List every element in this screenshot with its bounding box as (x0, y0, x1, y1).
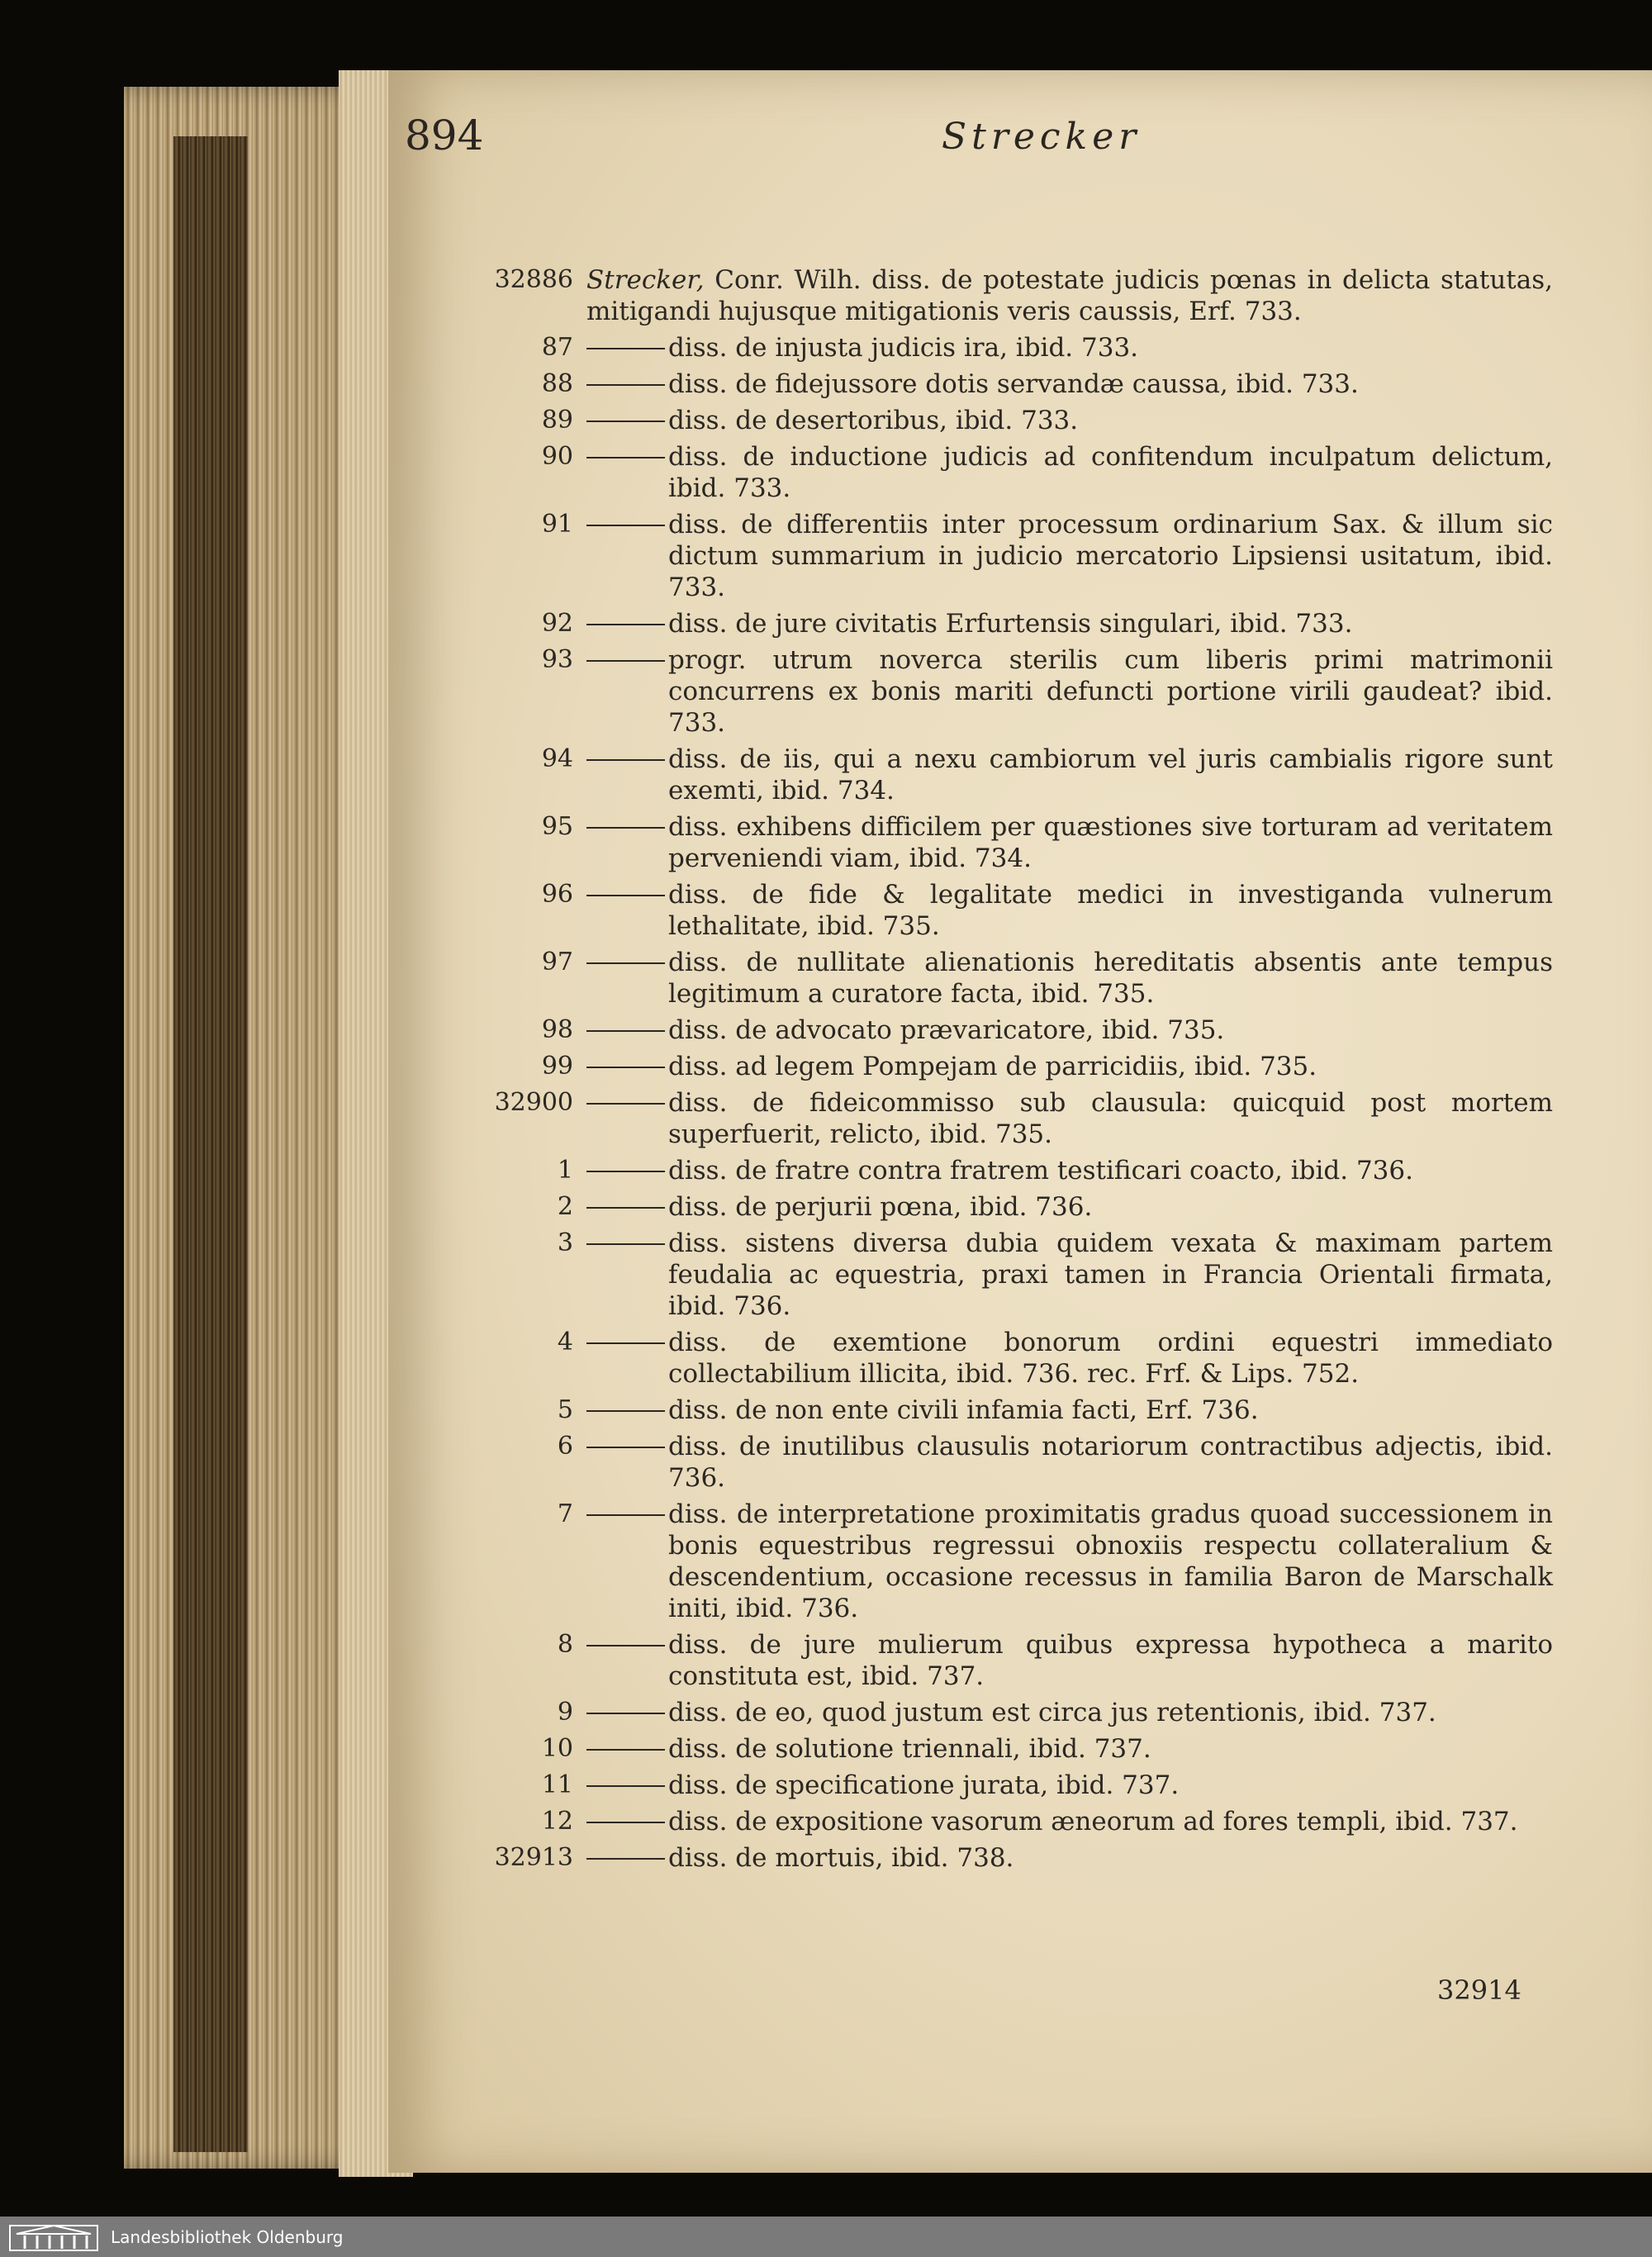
ditto-rule (586, 1514, 665, 1516)
entry-title: Conr. Wilh. diss. de potestate judicis pœnas in delicta statutas, mitigandi hujusque mitigationis veris caussis, Erf. 733. (586, 265, 1553, 326)
bibliography-list (463, 264, 1569, 1879)
entry-number: 6 (557, 1432, 573, 1461)
ditto-rule (586, 1067, 665, 1068)
entry-number: 4 (557, 1328, 573, 1357)
bibliography-entry (463, 1087, 1569, 1150)
entry-title: diss. de interpretatione proximitatis gradus quoad successionem in bonis equestribus regressui obnoxiis respectu collateralium & descendentium, occasione recessus in familia Baron de Marschalk initi, ibid. 736. (668, 1499, 1553, 1623)
entry-title: diss. de eo, quod justum est circa jus retentionis, ibid. 737. (668, 1698, 1436, 1727)
entry-title: diss. de fratre contra fratrem testificari coacto, ibid. 736. (668, 1156, 1413, 1186)
bibliography-entry (463, 1770, 1569, 1801)
ditto-rule (586, 1713, 665, 1714)
entry-number: 10 (541, 1734, 573, 1763)
bibliography-entry (463, 1697, 1569, 1728)
bibliography-entry (463, 1629, 1569, 1692)
bibliography-entry (463, 811, 1569, 874)
entry-number: 32900 (494, 1088, 573, 1117)
entry-number: 97 (541, 948, 573, 976)
bibliography-entry (463, 1395, 1569, 1426)
ditto-rule (586, 1749, 665, 1751)
library-footer-bar (0, 2217, 1652, 2257)
entry-number: 93 (541, 645, 573, 674)
ditto-rule (586, 759, 665, 761)
bibliography-entry (463, 1806, 1569, 1837)
bibliography-entry (463, 405, 1569, 436)
page-stack (124, 87, 372, 2169)
entry-title: diss. de iis, qui a nexu cambiorum vel juris cambialis rigore sunt exemti, ibid. 734. (668, 744, 1553, 805)
entry-title: diss. de exemtione bonorum ordini equestri immediato collectabilium illicita, ibid. 736. rec. Frf. & Lips. 752. (668, 1328, 1553, 1389)
bibliography-entry (463, 1431, 1569, 1494)
ditto-rule (586, 1030, 665, 1032)
entry-title: diss. de advocato prævaricatore, ibid. 735. (668, 1015, 1225, 1045)
bibliography-entry (463, 947, 1569, 1010)
entry-title: diss. sistens diversa dubia quidem vexata & maximam partem feudalia ac equestria, praxi tamen in Francia Orientali firmata, ibid. 736. (668, 1228, 1553, 1321)
entry-number: 32886 (494, 265, 573, 294)
entry-title: diss. ad legem Pompejam de parricidiis, ibid. 735. (668, 1052, 1317, 1081)
ditto-rule (586, 348, 665, 349)
entry-number: 95 (541, 812, 573, 841)
bibliography-entry (463, 1191, 1569, 1223)
bibliography-entry (463, 608, 1569, 639)
bibliography-entry (463, 509, 1569, 603)
entry-title: diss. de nullitate alienationis hereditatis absentis ante tempus legitimum a curatore facta, ibid. 735. (668, 948, 1553, 1009)
entry-number: 32913 (494, 1843, 573, 1872)
entry-number: 92 (541, 609, 573, 638)
bibliography-entry (463, 879, 1569, 942)
entry-title: diss. de non ente civili infamia facti, Erf. 736. (668, 1395, 1259, 1425)
bibliography-entry (463, 1014, 1569, 1046)
bibliography-entry (463, 1228, 1569, 1322)
entry-number: 87 (541, 333, 573, 362)
ditto-rule (586, 1207, 665, 1209)
catchword: 32914 (1437, 1974, 1521, 2006)
entry-number: 88 (541, 369, 573, 398)
entry-number: 11 (541, 1770, 573, 1799)
ditto-rule (586, 457, 665, 459)
ditto-rule (586, 1785, 665, 1787)
ditto-rule (586, 1342, 665, 1344)
entry-number: 89 (541, 406, 573, 435)
entry-title: diss. de perjurii pœna, ibid. 736. (668, 1192, 1093, 1222)
ditto-rule (586, 1171, 665, 1172)
ditto-rule (586, 962, 665, 964)
entry-title: diss. de fidejussore dotis servandæ caussa, ibid. 733. (668, 369, 1359, 399)
entry-number: 91 (541, 510, 573, 539)
ditto-rule (586, 384, 665, 386)
entry-number: 3 (557, 1228, 573, 1257)
bibliography-entry (463, 264, 1569, 327)
bibliography-entry (463, 368, 1569, 400)
page-stack-shadow (173, 136, 248, 2152)
entry-title: diss. de desertoribus, ibid. 733. (668, 406, 1079, 435)
bibliography-entry (463, 644, 1569, 739)
page-number: 894 (405, 112, 484, 159)
entry-number: 1 (557, 1156, 573, 1185)
entry-title: diss. de specificatione jurata, ibid. 737. (668, 1770, 1180, 1800)
entry-number: 2 (557, 1192, 573, 1221)
running-title: Strecker (942, 116, 1142, 158)
ditto-rule (586, 1822, 665, 1823)
entry-title: diss. de expositione vasorum æneorum ad fores templi, ibid. 737. (668, 1807, 1518, 1836)
ditto-rule (586, 421, 665, 422)
entry-title: diss. exhibens difficilem per quæstiones sive torturam ad veritatem perveniendi viam, ibid. 734. (668, 812, 1553, 873)
entry-number: 9 (557, 1698, 573, 1727)
entry-number: 98 (541, 1015, 573, 1044)
entry-number: 12 (541, 1807, 573, 1836)
entry-number: 96 (541, 880, 573, 909)
ditto-rule (586, 1858, 665, 1860)
entry-title: diss. de differentiis inter processum ordinarium Sax. & illum sic dictum summarium in judicio mercatorio Lipsiensi usitatum, ibid. 733. (668, 510, 1553, 602)
ditto-rule (586, 1447, 665, 1448)
entry-title: diss. de inutilibus clausulis notariorum contractibus adjectis, ibid. 736. (668, 1432, 1553, 1493)
entry-number: 94 (541, 744, 573, 773)
entry-title: diss. de jure mulierum quibus expressa hypotheca a marito constituta est, ibid. 737. (668, 1630, 1553, 1691)
ditto-rule (586, 1243, 665, 1245)
entry-title: diss. de solutione triennali, ibid. 737. (668, 1734, 1151, 1764)
entry-title: diss. de mortuis, ibid. 738. (668, 1843, 1014, 1873)
ditto-rule (586, 895, 665, 896)
bibliography-entry (463, 1327, 1569, 1390)
library-name: Landesbibliothek Oldenburg (111, 2226, 344, 2247)
entry-title: progr. utrum noverca sterilis cum liberis primi matrimonii concurrens ex bonis mariti defuncti portione virili gaudeat? ibid. 733. (668, 645, 1553, 738)
entry-title: diss. de jure civitatis Erfurtensis singulari, ibid. 733. (668, 609, 1353, 639)
bibliography-entry (463, 1051, 1569, 1082)
entry-number: 8 (557, 1630, 573, 1659)
entry-title: diss. de injusta judicis ira, ibid. 733. (668, 333, 1139, 363)
ditto-rule (586, 525, 665, 526)
library-building-icon (8, 2222, 99, 2252)
ditto-rule (586, 827, 665, 829)
ditto-rule (586, 1410, 665, 1412)
bibliography-entry (463, 744, 1569, 806)
ditto-rule (586, 1103, 665, 1105)
entry-text (586, 264, 1569, 327)
bibliography-entry (463, 1499, 1569, 1624)
entry-number: 90 (541, 442, 573, 471)
ditto-rule (586, 1645, 665, 1646)
entry-title: diss. de fideicommisso sub clausula: quicquid post mortem superfuerit, relicto, ibid. 735. (668, 1088, 1553, 1149)
entry-number: 5 (557, 1395, 573, 1424)
bibliography-entry (463, 441, 1569, 504)
bibliography-entry (463, 1155, 1569, 1186)
entry-author: Strecker, (586, 265, 705, 295)
ditto-rule (586, 660, 665, 662)
entry-number: 99 (541, 1052, 573, 1081)
bibliography-entry (463, 1842, 1569, 1874)
bibliography-entry (463, 1733, 1569, 1765)
bibliography-entry (463, 332, 1569, 363)
entry-number: 7 (557, 1499, 573, 1528)
ditto-rule (586, 624, 665, 625)
entry-title: diss. de inductione judicis ad confitendum inculpatum delictum, ibid. 733. (668, 442, 1553, 503)
entry-title: diss. de fide & legalitate medici in investiganda vulnerum lethalitate, ibid. 735. (668, 880, 1553, 941)
